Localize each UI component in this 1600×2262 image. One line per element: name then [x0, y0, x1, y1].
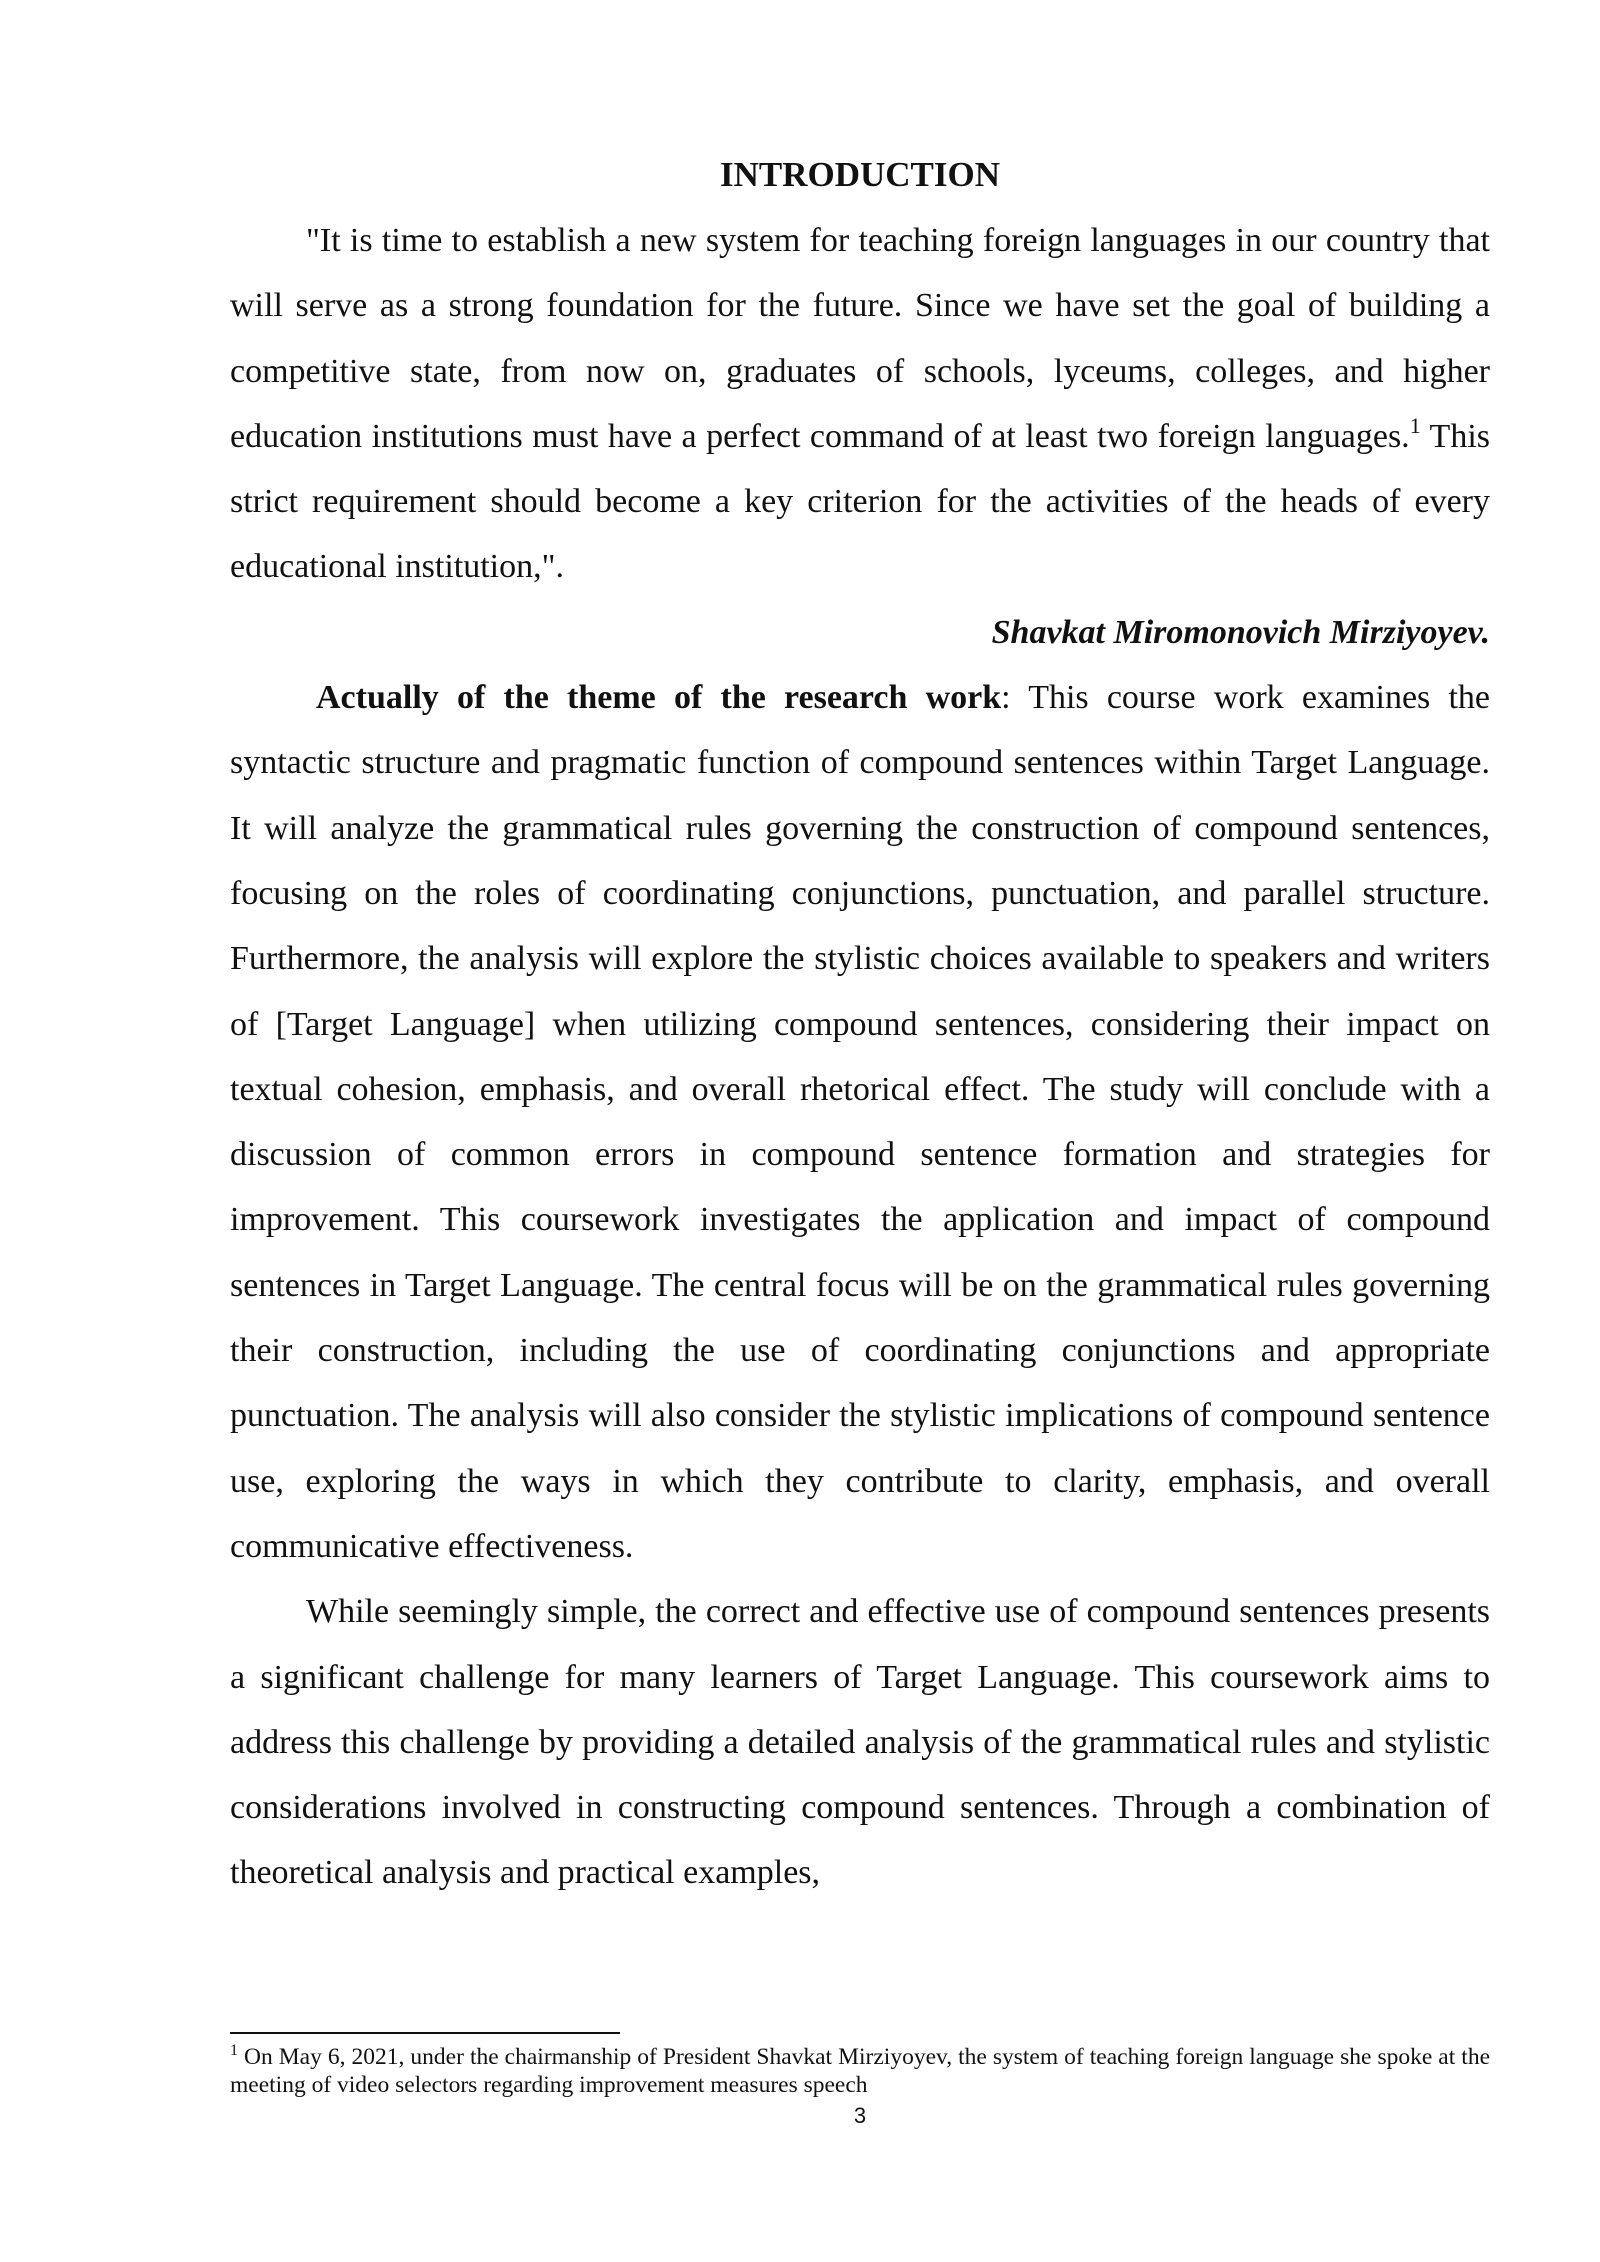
footnote-reference-mark[interactable]: 1 [1409, 412, 1421, 438]
page-title: INTRODUCTION [719, 155, 1001, 194]
challenge-paragraph: While seemingly simple, the correct and effective use of compound sentences presents a significant challenge for many learners of Target Language. This coursework aims to address this challenge by providing a detailed analysis of the grammatical rules and stylistic considerations involved in constructing compound sentences. Through a combination of theoretical analysis and practical examples, [230, 1593, 1490, 1892]
quote-text-part-2: This strict requirement should become a key criterion for the activities of the heads of every educational institution,". [230, 417, 1490, 586]
footnote-divider [230, 2032, 620, 2034]
quote-signature: Shavkat Miromonovich Mirziyoyev. [991, 613, 1490, 651]
document-page [230, 0, 1490, 2262]
actuality-paragraph [230, 665, 1490, 1579]
body-text [230, 208, 1490, 1906]
footnote-text: On May 6, 2021, under the chairmanship of President Shavkat Mirziyoyev, the system of teaching foreign language she spoke at the meeting of video selectors regarding improvement measures speech [230, 2044, 1490, 2098]
footnote-mark: 1 [230, 2042, 238, 2059]
footnote [230, 2043, 1490, 2099]
quote-text-part-1: "It is time to establish a new system for teaching foreign languages in our country that will serve as a strong foundation for the future. Since we have set the goal of building a competitive state, from now on, graduates of schools, lyceums, colleges, and higher education institutions must have a perfect command of at least two foreign languages. [230, 222, 1490, 455]
actuality-lead: Actually of the theme of the research work [316, 679, 1002, 717]
president-quote-paragraph [230, 208, 1490, 600]
page-number: 3 [853, 2103, 867, 2128]
actuality-text: : This course work examines the syntactic structure and pragmatic function of compound sentences within Target Language. It will analyze the grammatical rules governing the construction of compound sentences, focusing on the roles of coordinating conjunctions, punctuation, and parallel structure. Furthermore, the analysis will explore the stylistic choices available to speakers and writers of [Target Language] when utilizing compound sentences, considering their impact on textual cohesion, emphasis, and overall rhetorical effect. The study will conclude with a discussion of common errors in compound sentence formation and strategies for improvement. This coursework investigates the application and impact of compound sentences in Target Language. The central focus will be on the grammatical rules governing their construction, including the use of coordinating conjunctions and appropriate punctuation. The analysis will also consider the stylistic implications of compound sentence use, exploring the ways in which they contribute to clarity, emphasis, and overall communicative effectiveness. [230, 679, 1491, 1565]
